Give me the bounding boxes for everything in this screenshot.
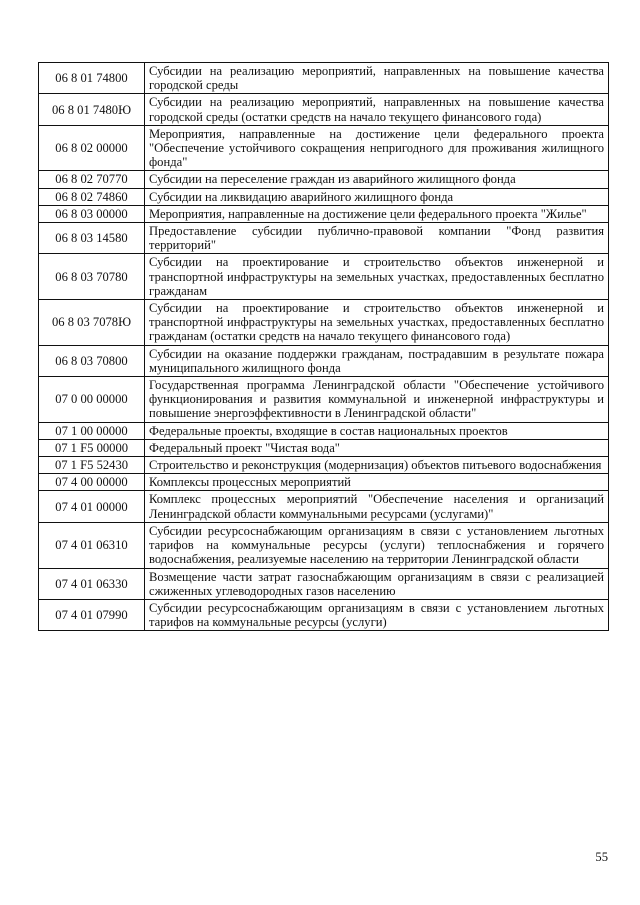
row-code: 07 4 01 07990 <box>39 599 145 630</box>
row-code: 06 8 02 00000 <box>39 125 145 171</box>
table-row <box>39 171 609 188</box>
row-code: 07 1 00 00000 <box>39 422 145 439</box>
row-description: Возмещение части затрат газоснабжающим организациям в связи с реализацией сжиженных углеводородных газов населению <box>145 568 609 599</box>
row-description: Федеральные проекты, входящие в состав национальных проектов <box>145 422 609 439</box>
row-code: 07 0 00 00000 <box>39 377 145 423</box>
table-row <box>39 568 609 599</box>
row-description: Субсидии на реализацию мероприятий, направленных на повышение качества городской среды <box>145 63 609 94</box>
row-code: 06 8 02 70770 <box>39 171 145 188</box>
row-code: 06 8 02 74860 <box>39 188 145 205</box>
table-row <box>39 125 609 171</box>
row-description: Субсидии ресурсоснабжающим организациям в связи с установлением льготных тарифов на коммунальные ресурсы (услуги) теплоснабжения и горячего водоснабжения, реализуемые населению на территории Ленинградской области <box>145 522 609 568</box>
row-description: Мероприятия, направленные на достижение цели федерального проекта "Жилье" <box>145 205 609 222</box>
table-row <box>39 457 609 474</box>
table-row <box>39 522 609 568</box>
table-row <box>39 377 609 423</box>
table-row <box>39 300 609 346</box>
row-description: Субсидии на проектирование и строительство объектов инженерной и транспортной инфраструктуры на земельных участках, предоставленных бесплатно гражданам <box>145 254 609 300</box>
row-description: Предоставление субсидии публично-правовой компании "Фонд развития территорий" <box>145 223 609 254</box>
row-code: 06 8 03 14580 <box>39 223 145 254</box>
row-code: 06 8 01 74800 <box>39 63 145 94</box>
table-row <box>39 599 609 630</box>
row-description: Государственная программа Ленинградской области "Обеспечение устойчивого функционирования и развития коммунальной и инженерной инфраструктуры и повышение энергоэффективности в Ленинградской области" <box>145 377 609 423</box>
table-row <box>39 345 609 376</box>
row-description: Субсидии на переселение граждан из аварийного жилищного фонда <box>145 171 609 188</box>
row-description: Мероприятия, направленные на достижение цели федерального проекта "Обеспечение устойчивого сокращения непригодного для проживания жилищного фонда" <box>145 125 609 171</box>
row-code: 06 8 03 70780 <box>39 254 145 300</box>
row-description: Субсидии на оказание поддержки гражданам, пострадавшим в результате пожара муниципального жилищного фонда <box>145 345 609 376</box>
table-row <box>39 188 609 205</box>
table-row <box>39 63 609 94</box>
table-row <box>39 422 609 439</box>
table-body <box>39 63 609 631</box>
table-row <box>39 223 609 254</box>
budget-classification-table <box>38 62 609 631</box>
row-description: Комплекс процессных мероприятий "Обеспечение населения и организаций Ленинградской области коммунальными ресурсами (услугами)" <box>145 491 609 522</box>
row-description: Субсидии на проектирование и строительство объектов инженерной и транспортной инфраструктуры на земельных участках, предоставленных бесплатно гражданам (остатки средств на начало текущего финансового года) <box>145 300 609 346</box>
row-description: Комплексы процессных мероприятий <box>145 474 609 491</box>
row-code: 06 8 01 7480Ю <box>39 94 145 125</box>
table-row <box>39 94 609 125</box>
table-row <box>39 254 609 300</box>
row-code: 06 8 03 00000 <box>39 205 145 222</box>
table-row <box>39 439 609 456</box>
row-description: Субсидии на реализацию мероприятий, направленных на повышение качества городской среды (остатки средств на начало текущего финансового года) <box>145 94 609 125</box>
row-code: 06 8 03 7078Ю <box>39 300 145 346</box>
row-code: 07 4 01 06330 <box>39 568 145 599</box>
row-code: 07 4 01 00000 <box>39 491 145 522</box>
row-description: Строительство и реконструкция (модернизация) объектов питьевого водоснабжения <box>145 457 609 474</box>
row-description: Субсидии ресурсоснабжающим организациям в связи с установлением льготных тарифов на коммунальные ресурсы (услуги) <box>145 599 609 630</box>
row-code: 07 1 F5 52430 <box>39 457 145 474</box>
table-row <box>39 205 609 222</box>
row-code: 07 4 01 06310 <box>39 522 145 568</box>
row-description: Субсидии на ликвидацию аварийного жилищного фонда <box>145 188 609 205</box>
table-row <box>39 491 609 522</box>
row-code: 07 4 00 00000 <box>39 474 145 491</box>
page-number: 55 <box>595 850 608 864</box>
row-code: 07 1 F5 00000 <box>39 439 145 456</box>
row-description: Федеральный проект "Чистая вода" <box>145 439 609 456</box>
table-row <box>39 474 609 491</box>
row-code: 06 8 03 70800 <box>39 345 145 376</box>
